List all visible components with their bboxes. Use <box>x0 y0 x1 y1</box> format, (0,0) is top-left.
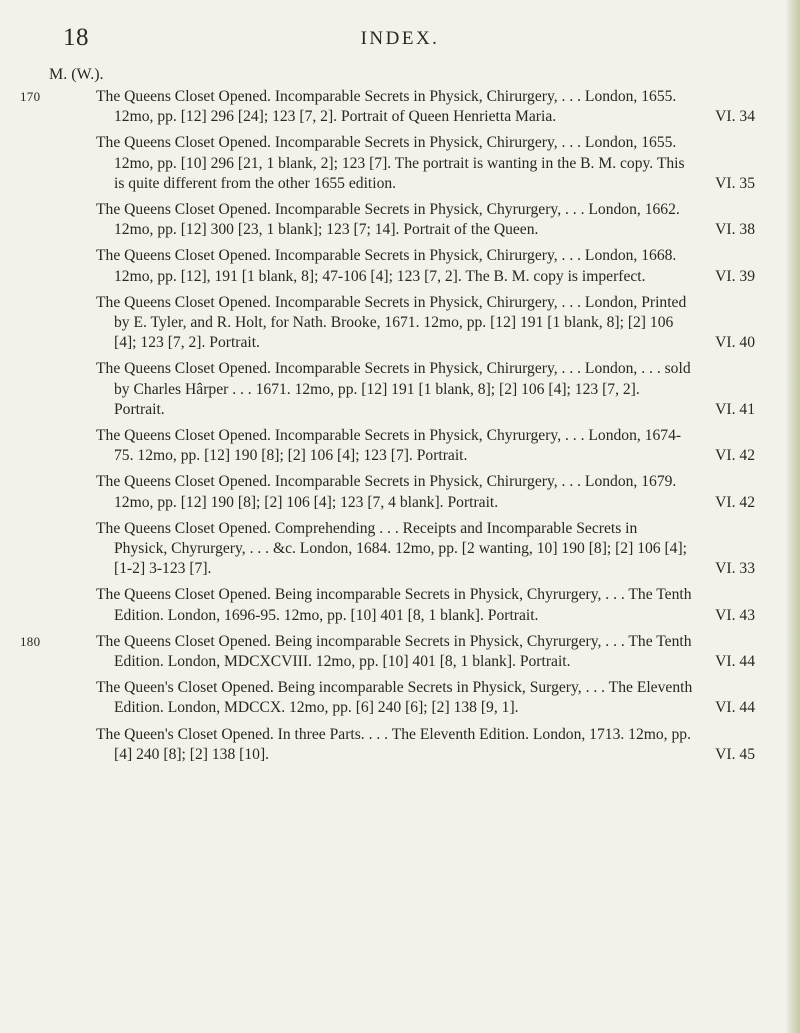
list-item <box>0 246 800 286</box>
volume-reference: VI. 33 <box>715 560 755 578</box>
entry-text: The Queens Closet Opened. Being incomparable Secrets in Physick, Chyrurgery, . . . The Tenth Edition. London, 1696-95. 12mo, pp. [10] 401 [8, 1 blank]. Portrait. <box>96 586 692 624</box>
entry-text: The Queens Closet Opened. Incomparable Secrets in Physick, Chirurgery, . . . London, . . . sold by Charles Hârper . . . 1671. 12mo, pp. [12] 191 [1 blank, 8]; [2] 106 [4]; 123 [7, 2]. Portrait. <box>96 360 691 418</box>
margin-number: 180 <box>20 633 41 649</box>
volume-reference: VI. 44 <box>715 653 755 671</box>
volume-reference: VI. 44 <box>715 699 755 717</box>
entry-text: The Queens Closet Opened. Being incomparable Secrets in Physick, Chyrurgery, . . . The Tenth Edition. London, MDCXCVIII. 12mo, pp. [10] 401 [8, 1 blank]. Portrait. <box>96 632 692 671</box>
list-item <box>0 293 800 354</box>
list-item <box>0 426 800 466</box>
volume-reference: VI. 42 <box>715 493 755 511</box>
list-item <box>0 725 800 765</box>
volume-reference: VI. 34 <box>715 108 755 126</box>
entry-text: The Queens Closet Opened. Incomparable Secrets in Physick, Chirurgery, . . . London, 1679. 12mo, pp. [12] 190 [8]; [2] 106 [4]; 123 [7, 4 blank]. Portrait. <box>96 473 677 511</box>
list-item <box>0 519 800 580</box>
list-item <box>0 632 800 672</box>
list-item <box>0 359 800 420</box>
volume-reference: VI. 35 <box>715 174 755 192</box>
volume-reference: VI. 45 <box>715 745 755 763</box>
entry-text: The Queens Closet Opened. Incomparable Secrets in Physick, Chirurgery, . . . London, 1655. 12mo, pp. [10] 296 [21, 1 blank, 2]; 123 [7]. The portrait is wanting in the B. M. copy. This is quite different from the other 1655 edition. <box>96 134 685 192</box>
volume-reference: VI. 38 <box>715 221 755 239</box>
volume-reference: VI. 43 <box>715 606 755 624</box>
list-item <box>0 678 800 718</box>
entry-text: The Queen's Closet Opened. In three Parts. . . . The Eleventh Edition. London, 1713. 12mo, pp. [4] 240 [8]; [2] 138 [10]. <box>96 725 691 763</box>
entry-text: The Queens Closet Opened. Comprehending . . . Receipts and Incomparable Secrets in Physick, Chyrurgery, . . . &c. London, 1684. 12mo, pp. [2 wanting, 10] 190 [8]; [2] 106 [4]; [1-2] 3-123 [7]. <box>96 519 688 578</box>
author-heading: M. (W.). <box>49 66 104 83</box>
list-item <box>0 200 800 240</box>
volume-reference: VI. 42 <box>715 447 755 465</box>
volume-reference: VI. 40 <box>715 334 755 352</box>
entry-list <box>0 87 800 771</box>
page-number: 18 <box>63 24 89 51</box>
list-item <box>0 585 800 625</box>
list-item <box>0 133 800 194</box>
entry-text: The Queens Closet Opened. Incomparable Secrets in Physick, Chyrurgery, . . . London, 1674-75. 12mo, pp. [12] 190 [8]; [2] 106 [4]; 123 [7]. Portrait. <box>96 427 682 465</box>
running-head: INDEX. <box>360 28 440 49</box>
entry-text: The Queen's Closet Opened. Being incomparable Secrets in Physick, Surgery, . . . The Eleventh Edition. London, MDCCX. 12mo, pp. [6] 240 [6]; [2] 138 [9, 1]. <box>96 679 693 717</box>
volume-reference: VI. 41 <box>715 400 755 418</box>
margin-number: 170 <box>20 89 41 104</box>
entry-text: The Queens Closet Opened. Incomparable Secrets in Physick, Chirurgery, . . . London, 1668. 12mo, pp. [12], 191 [1 blank, 8]; 47-106 [4]; 123 [7, 2]. The B. M. copy is imperfect. <box>96 247 677 285</box>
volume-reference: VI. 39 <box>715 267 755 285</box>
entry-text: The Queens Closet Opened. Incomparable Secrets in Physick, Chirurgery, . . . London, Printed by E. Tyler, and R. Holt, for Nath. Brooke, 1671. 12mo, pp. [12] 191 [1 blank, 8]; [2] 106 [4]; 123 [7, 2]. Portrait. <box>96 293 687 352</box>
entry-text: The Queens Closet Opened. Incomparable Secrets in Physick, Chirurgery, . . . London, 1655. 12mo, pp. [12] 296 [24]; 123 [7, 2]. Portrait of Queen Henrietta Maria. <box>96 88 677 126</box>
list-item <box>0 87 800 127</box>
entry-text: The Queens Closet Opened. Incomparable Secrets in Physick, Chyrurgery, . . . London, 1662. 12mo, pp. [12] 300 [23, 1 blank]; 123 [7; 14]. Portrait of the Queen. <box>96 201 680 239</box>
page-header <box>0 18 800 58</box>
list-item <box>0 472 800 512</box>
